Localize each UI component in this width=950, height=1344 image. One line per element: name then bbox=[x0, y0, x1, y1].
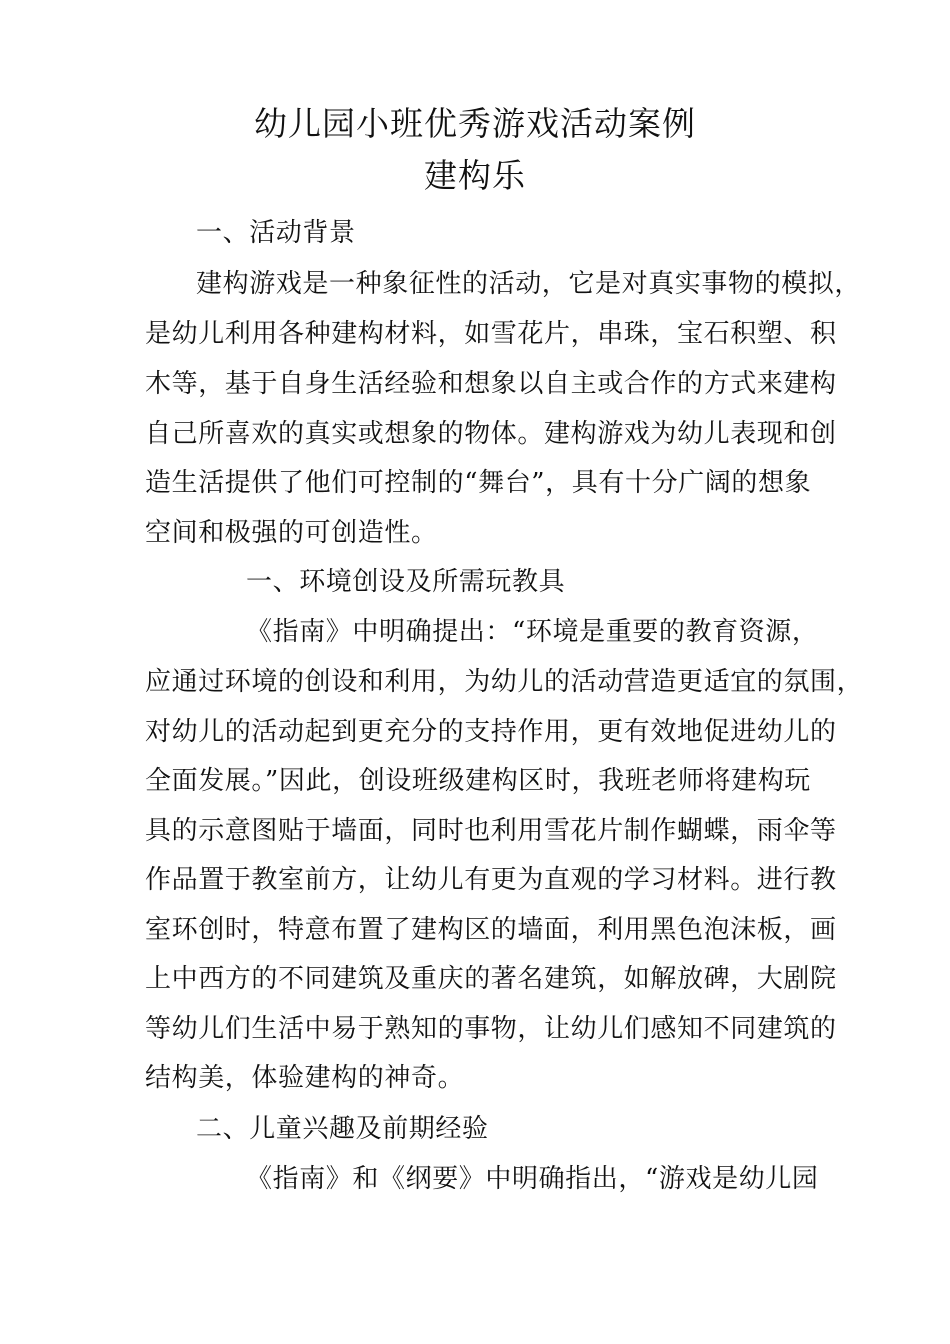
paragraph-line: 《指南》中明确提出：“环境是重要的教育资源， bbox=[246, 617, 819, 647]
paragraph-line: 造生活提供了他们可控制的“舞台”，具有十分广阔的想象 bbox=[145, 468, 812, 498]
paragraph-line: 建构游戏是一种象征性的活动，它是对真实事物的模拟， bbox=[196, 269, 862, 299]
paragraph-line: 应通过环境的创设和利用，为幼儿的活动营造更适宜的氛围， bbox=[145, 667, 864, 697]
paragraph-line: 全面发展。”因此，创设班级建构区时，我班老师将建构玩 bbox=[145, 766, 811, 796]
paragraph-line: 是幼儿利用各种建构材料，如雪花片，串珠，宝石积塑、积 bbox=[145, 319, 837, 349]
paragraph-line: 等幼儿们生活中易于熟知的事物，让幼儿们感知不同建筑的 bbox=[145, 1014, 837, 1044]
section-heading-interest: 二、儿童兴趣及前期经验 bbox=[196, 1114, 489, 1144]
section-heading-environment: 一、环境创设及所需玩教具 bbox=[246, 567, 566, 597]
paragraph-line: 结构美，体验建构的神奇。 bbox=[145, 1063, 465, 1093]
document-subtitle: 建构乐 bbox=[424, 156, 526, 195]
paragraph-line: 空间和极强的可创造性。 bbox=[145, 518, 438, 548]
paragraph-line: 木等，基于自身生活经验和想象以自主或合作的方式来建构 bbox=[145, 369, 837, 399]
paragraph-line: 具的示意图贴于墙面，同时也利用雪花片制作蝴蝶，雨伞等 bbox=[145, 816, 837, 846]
paragraph-line: 作品置于教室前方，让幼儿有更为直观的学习材料。进行教 bbox=[145, 865, 837, 895]
paragraph-line: 上中西方的不同建筑及重庆的著名建筑，如解放碑，大剧院 bbox=[145, 964, 837, 994]
section-heading-background: 一、活动背景 bbox=[196, 218, 356, 248]
document-title: 幼儿园小班优秀游戏活动案例 bbox=[254, 104, 696, 143]
paragraph-line: 对幼儿的活动起到更充分的支持作用，更有效地促进幼儿的 bbox=[145, 717, 837, 747]
paragraph-line: 自己所喜欢的真实或想象的物体。建构游戏为幼儿表现和创 bbox=[145, 419, 837, 449]
paragraph-line: 《指南》和《纲要》中明确指出，“游戏是幼儿园 bbox=[246, 1164, 819, 1194]
paragraph-line: 室环创时，特意布置了建构区的墙面，利用黑色泡沫板，画 bbox=[145, 915, 837, 945]
